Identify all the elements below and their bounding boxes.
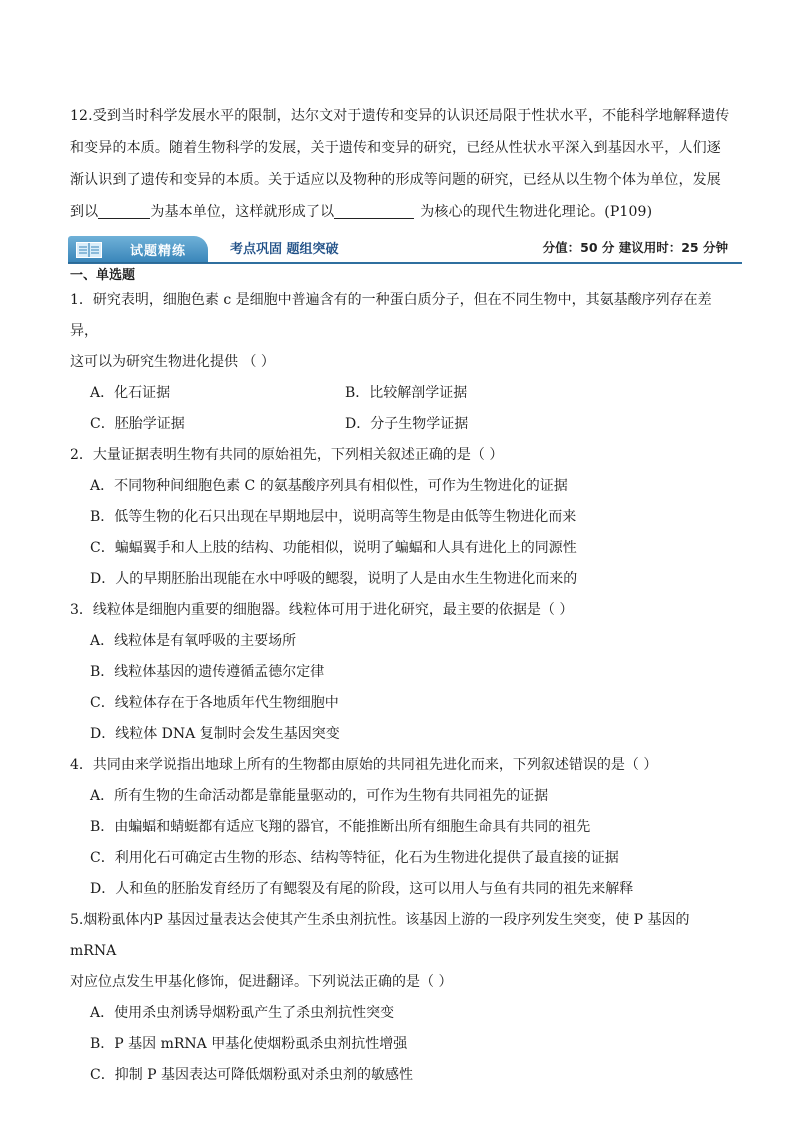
option-b[interactable]: B．低等生物的化石只出现在早期地层中，说明高等生物是由低等生物进化而来 bbox=[90, 509, 577, 525]
option-b[interactable]: B．线粒体基因的遗传遵循孟德尔定律 bbox=[90, 664, 325, 680]
question-list bbox=[70, 285, 730, 1091]
option-b[interactable]: B．比较解剖学证据 bbox=[345, 385, 468, 401]
score-time-info: 分值：50 分 建议用时：25 分钟 bbox=[542, 240, 728, 255]
question-stem: 4．共同由来学说指出地球上所有的生物都由原始的共同祖先进化而来，下列叙述错误的是（ ） bbox=[70, 757, 658, 773]
question-stem: 这可以为研究生物进化提供 （ ） bbox=[70, 354, 275, 370]
option-b[interactable]: B．P 基因 mRNA 甲基化使烟粉虱杀虫剂抗性增强 bbox=[90, 1036, 408, 1052]
banner-subtitle: 考点巩固 题组突破 bbox=[230, 242, 339, 257]
section-title: 一、单选题 bbox=[70, 268, 136, 283]
intro-line: 渐认识到了遗传和变异的本质。关于适应以及物种的形成等问题的研究，已经从以生物个体为单位，发展 bbox=[70, 172, 721, 188]
question-3 bbox=[70, 595, 730, 750]
intro-text: 为基本单位，这样就形成了以 bbox=[150, 204, 335, 220]
book-icon bbox=[76, 242, 102, 258]
option-a[interactable]: A．不同物种间细胞色素 C 的氨基酸序列具有相似性，可作为生物进化的证据 bbox=[90, 478, 568, 494]
option-b[interactable]: B．由蝙蝠和蜻蜓都有适应飞翔的器官，不能推断出所有细胞生命具有共同的祖先 bbox=[90, 819, 591, 835]
option-d[interactable]: D．分子生物学证据 bbox=[345, 416, 469, 432]
banner-tab-label: 试题精练 bbox=[130, 244, 187, 259]
option-d[interactable]: D．人的早期胚胎出现能在水中呼吸的鳃裂，说明了人是由水生生物进化而来的 bbox=[90, 571, 578, 587]
intro-line: 12.受到当时科学发展水平的限制，达尔文对于遗传和变异的认识还局限于性状水平，不能科学地解释遗传 bbox=[70, 108, 730, 124]
option-a[interactable]: A．化石证据 bbox=[90, 385, 171, 401]
option-c[interactable]: C．胚胎学证据 bbox=[90, 416, 185, 432]
banner-rule bbox=[68, 262, 742, 264]
option-c[interactable]: C．利用化石可确定古生物的形态、结构等特征，化石为生物进化提供了最直接的证据 bbox=[90, 850, 619, 866]
question-stem: 对应位点发生甲基化修饰，促进翻译。下列说法正确的是（ ） bbox=[70, 974, 453, 990]
option-c[interactable]: C．抑制 P 基因表达可降低烟粉虱对杀虫剂的敏感性 bbox=[90, 1067, 414, 1083]
question-stem: 3．线粒体是细胞内重要的细胞器。线粒体可用于进化研究，最主要的依据是（ ） bbox=[70, 602, 574, 618]
question-5 bbox=[70, 905, 730, 1091]
intro-text: 到以 bbox=[70, 204, 99, 220]
option-a[interactable]: A．所有生物的生命活动都是靠能量驱动的，可作为生物有共同祖先的证据 bbox=[90, 788, 549, 804]
banner-tab bbox=[68, 236, 208, 262]
intro-line: 和变异的本质。随着生物科学的发展，关于遗传和变异的研究，已经从性状水平深入到基因水平，人们逐 bbox=[70, 140, 721, 156]
section-banner bbox=[68, 233, 742, 265]
intro-text: 为核心的现代生物进化理论。(P109) bbox=[420, 204, 653, 220]
question-4 bbox=[70, 750, 730, 905]
fill-blank[interactable] bbox=[334, 202, 414, 219]
question-stem: 5.烟粉虱体内P 基因过量表达会使其产生杀虫剂抗性。该基因上游的一段序列发生突变，使 P 基因的 mRNA bbox=[70, 912, 690, 959]
fill-blank[interactable] bbox=[98, 202, 150, 219]
option-a[interactable]: A．线粒体是有氧呼吸的主要场所 bbox=[90, 633, 297, 649]
question-2 bbox=[70, 440, 730, 595]
question-stem: 1．研究表明，细胞色素 c 是细胞中普遍含有的一种蛋白质分子，但在不同生物中，其氨基酸序列存在差异， bbox=[70, 292, 712, 339]
option-a[interactable]: A．使用杀虫剂诱导烟粉虱产生了杀虫剂抗性突变 bbox=[90, 1005, 395, 1021]
option-c[interactable]: C．线粒体存在于各地质年代生物细胞中 bbox=[90, 695, 339, 711]
intro-line bbox=[70, 196, 730, 228]
option-d[interactable]: D．人和鱼的胚胎发育经历了有鳃裂及有尾的阶段，这可以用人与鱼有共同的祖先来解释 bbox=[90, 881, 634, 897]
option-row bbox=[70, 409, 730, 440]
option-row bbox=[70, 378, 730, 409]
question-1 bbox=[70, 285, 730, 440]
question-stem: 2．大量证据表明生物有共同的原始祖先，下列相关叙述正确的是（ ） bbox=[70, 447, 504, 463]
option-d[interactable]: D．线粒体 DNA 复制时会发生基因突变 bbox=[90, 726, 340, 742]
intro-paragraph bbox=[70, 100, 730, 228]
option-c[interactable]: C．蝙蝠翼手和人上肢的结构、功能相似，说明了蝙蝠和人具有进化上的同源性 bbox=[90, 540, 577, 556]
